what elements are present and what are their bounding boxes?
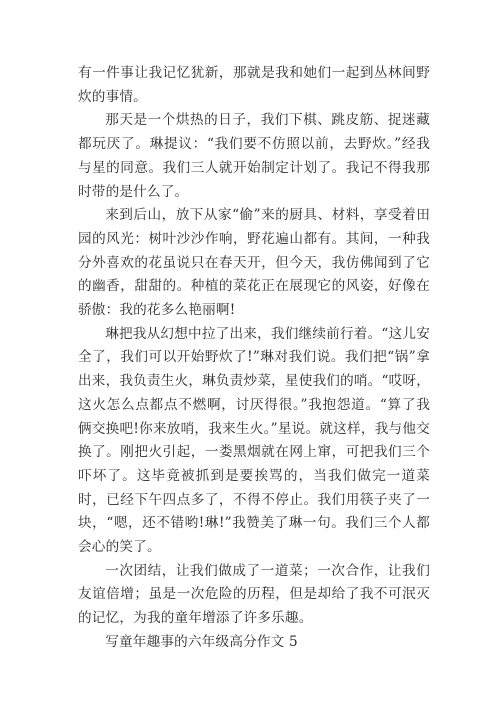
paragraph-conclusion: 一次团结，让我们做成了一道菜；一次合作，让我们友谊倍增；虽是一次危险的历程，但是却给了我不可泯灭的记忆，为我的童年增添了许多乐趣。 — [78, 562, 430, 627]
document-body — [78, 62, 430, 655]
paragraph-back-mountain: 来到后山，放下从家“偷”来的厨具、材料，享受着田园的风光：树叶沙沙作响，野花遍山都有。其间，一种我分外喜欢的花虽说只在春天开，但今天，我仿佛闻到了它的幽香，甜甜的。种植的菜花正在展现它的风姿，好像在骄傲：我的花多么艳丽啊! — [78, 207, 430, 319]
paragraph-opening: 有一件事让我记忆犹新，那就是我和她们一起到丛林间野炊的事情。 — [78, 65, 430, 105]
paragraph-picnic: 琳把我从幻想中拉了出来，我们继续前行着。“这儿安全了，我们可以开始野炊了!”琳对我们说。我们把“锅”拿出来，我负责生火，琳负责炒菜，星使我们的哨。“哎呀，这火怎么点都点不燃啊，讨厌得很。”我抱怨道。“算了我俩交换吧!你来放哨，我来生火。”星说。就这样，我与他交换了。刚把火引起，一娄黑烟就在网上窜，可把我们三个吓坏了。这毕竟被抓到是要挨骂的，当我们做完一道菜时，已经下午四点多了，不得不停止。我们用筷子夹了一块，“嗯，还不错哟!琳!”我赞美了琳一句。我们三个人都会心的笑了。 — [78, 325, 430, 556]
next-essay-title: 写童年趣事的六年级高分作文 5 — [105, 633, 298, 650]
paragraph-hot-day: 那天是一个烘热的日子，我们下棋、跳皮筋、捉迷藏都玩厌了。琳提议：“我们要不仿照以前，去野炊。”经我与星的同意。我们三人就开始制定计划了。我记不得我那时带的是什么了。 — [78, 112, 430, 200]
